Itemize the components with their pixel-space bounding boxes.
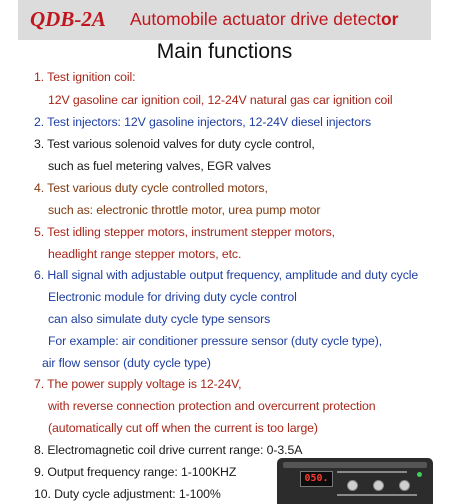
product-name: Automobile actuator drive detector — [130, 9, 399, 29]
feature-line-17: (automatically cut off when the current is too large) — [48, 421, 318, 435]
feature-line-18: 8. Electromagnetic coil drive current range: 0-3.5A — [34, 443, 303, 457]
feature-line-14: air flow sensor (duty cycle type) — [42, 356, 211, 370]
device-knob-2 — [373, 480, 384, 491]
feature-line-9: headlight range stepper motors, etc. — [48, 247, 242, 261]
device-knob-3 — [399, 480, 410, 491]
device-top-edge — [283, 462, 427, 468]
device-photo — [277, 458, 433, 504]
device-label-strip-lower — [337, 494, 417, 496]
feature-line-5: such as fuel metering valves, EGR valves — [48, 159, 271, 173]
feature-line-10: 6. Hall signal with adjustable output frequency, amplitude and duty cycle — [34, 268, 419, 282]
section-title: Main functions — [156, 40, 293, 63]
feature-line-16: with reverse connection protection and overcurrent protection — [48, 399, 376, 413]
feature-line-3: 2. Test injectors: 12V gasoline injectors, 12-24V diesel injectors — [34, 115, 371, 129]
device-knob-1 — [347, 480, 358, 491]
device-display: 050. — [300, 471, 333, 487]
feature-line-12: can also simulate duty cycle type sensors — [48, 312, 271, 326]
feature-line-8: 5. Test idling stepper motors, instrument stepper motors, — [34, 225, 335, 239]
feature-line-7: such as: electronic throttle motor, urea pump motor — [48, 203, 321, 217]
feature-line-2: 12V gasoline car ignition coil, 12-24V natural gas car ignition coil — [48, 93, 393, 107]
device-label-strip — [337, 471, 407, 473]
device-led — [417, 472, 422, 477]
feature-line-19: 9. Output frequency range: 1-100KHZ — [34, 465, 237, 479]
feature-line-13: For example: air conditioner pressure sensor (duty cycle type), — [48, 334, 383, 348]
model-number: QDB-2A — [30, 7, 106, 31]
feature-line-11: Electronic module for driving duty cycle control — [48, 290, 297, 304]
feature-line-6: 4. Test various duty cycle controlled motors, — [34, 181, 268, 195]
feature-line-15: 7. The power supply voltage is 12-24V, — [34, 377, 242, 391]
feature-line-20: 10. Duty cycle adjustment: 1-100% — [34, 487, 221, 501]
feature-line-4: 3. Test various solenoid valves for duty cycle control, — [34, 137, 315, 151]
feature-line-1: 1. Test ignition coil: — [34, 70, 136, 84]
